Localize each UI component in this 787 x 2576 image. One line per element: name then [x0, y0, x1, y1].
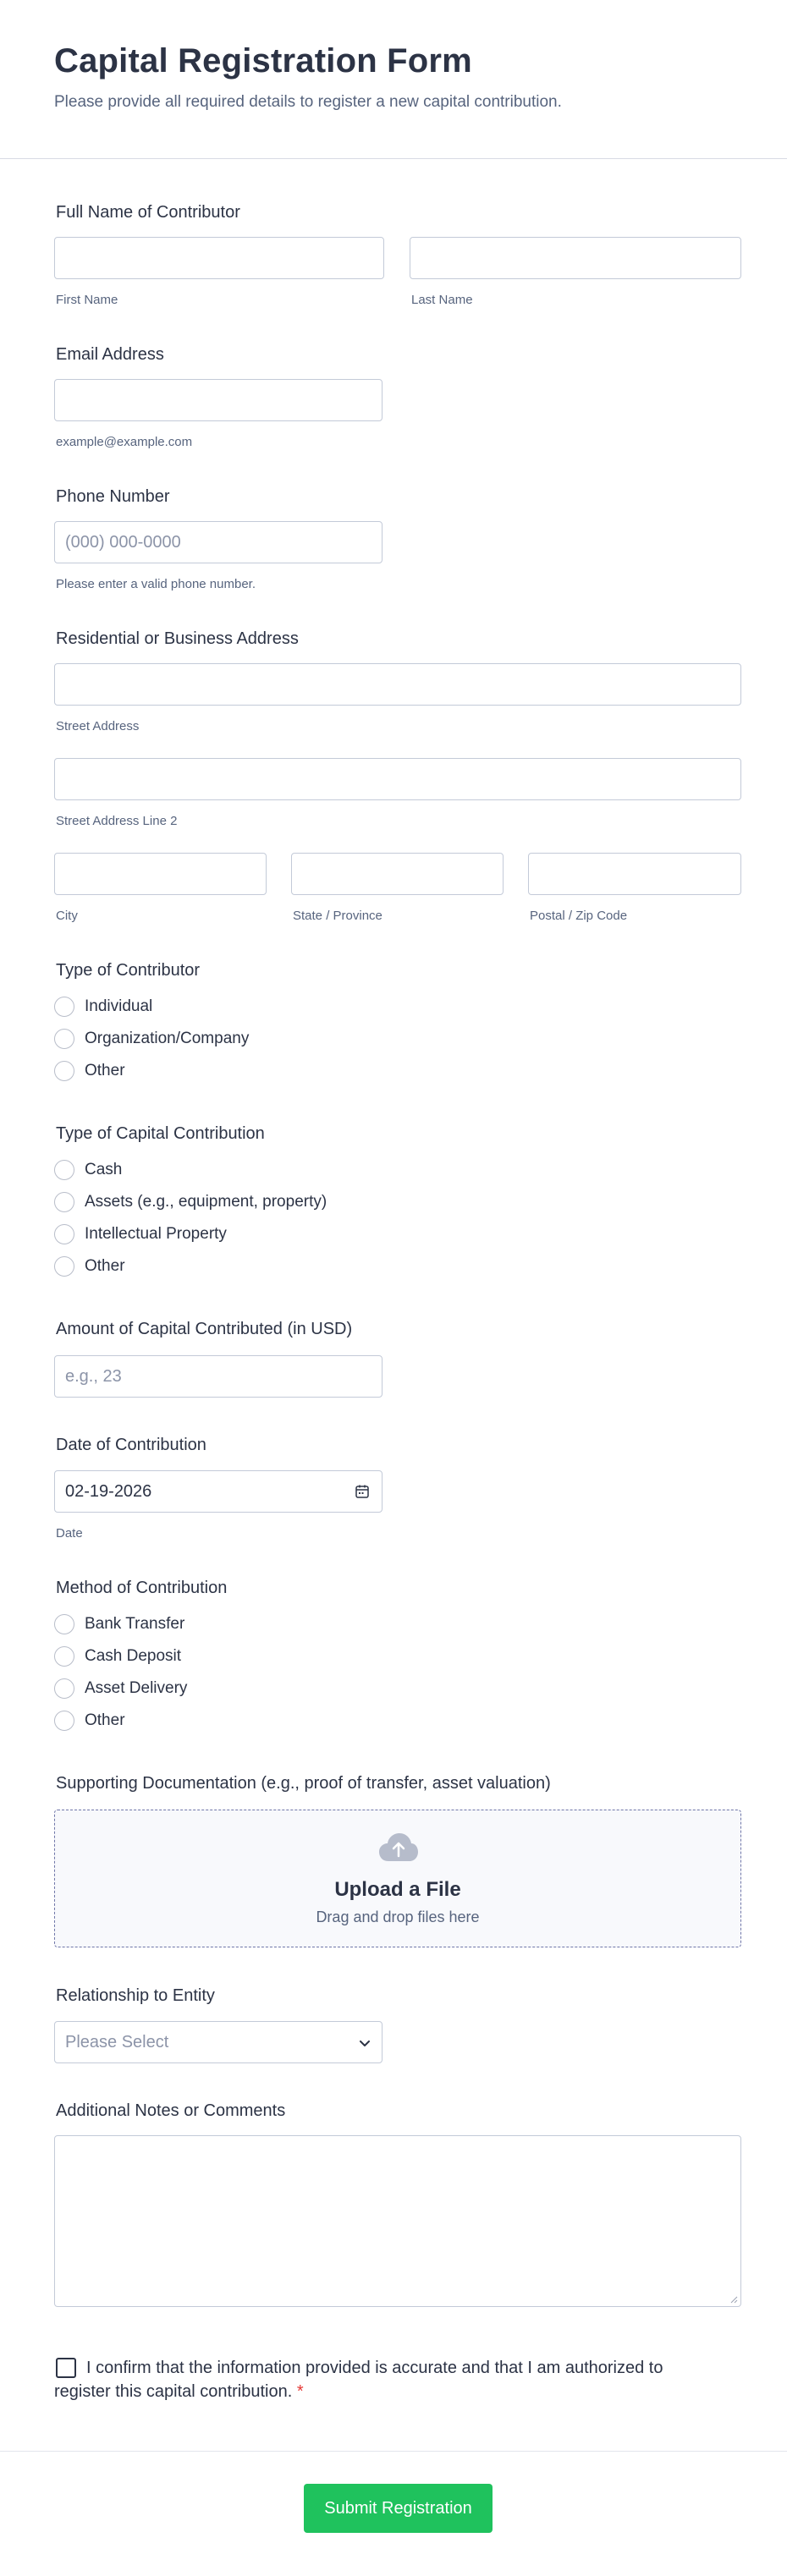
date-input[interactable] [54, 1470, 382, 1513]
radio-label: Asset Delivery [85, 1679, 188, 1697]
last-name-input[interactable] [410, 237, 741, 279]
cloud-upload-icon [377, 1831, 420, 1865]
upload-title: Upload a File [334, 1878, 461, 1901]
file-upload-dropzone[interactable] [54, 1810, 741, 1947]
radio-button[interactable] [54, 1711, 74, 1731]
radio-label: Individual [85, 997, 153, 1015]
confirm-label [54, 2356, 663, 2403]
upload-subtitle: Drag and drop files here [316, 1909, 480, 1925]
radio-option-individual[interactable] [54, 996, 152, 1018]
email-input[interactable] [54, 379, 382, 421]
select-value: Please Select [65, 2033, 169, 2051]
radio-option-organization[interactable] [54, 1028, 249, 1050]
amount-input[interactable] [54, 1355, 382, 1398]
radio-label: Cash [85, 1161, 123, 1178]
documentation-label: Supporting Documentation (e.g., proof of transfer, asset valuation) [56, 1774, 551, 1793]
required-asterisk: * [296, 2382, 304, 2401]
radio-button[interactable] [54, 997, 74, 1017]
form-header [0, 0, 787, 159]
state-input[interactable] [291, 853, 504, 895]
city-input[interactable] [54, 853, 267, 895]
radio-option-asset-delivery[interactable] [54, 1678, 187, 1700]
street-address-line2-sublabel: Street Address Line 2 [56, 814, 178, 828]
radio-label: Assets (e.g., equipment, property) [85, 1193, 327, 1211]
radio-option-intellectual-property[interactable] [54, 1223, 227, 1245]
radio-option-other-contributor[interactable] [54, 1060, 125, 1082]
full-name-label: Full Name of Contributor [56, 203, 240, 222]
calendar-icon[interactable] [355, 1484, 370, 1499]
amount-label: Amount of Capital Contributed (in USD) [56, 1320, 353, 1338]
notes-label: Additional Notes or Comments [56, 2101, 286, 2120]
radio-button[interactable] [54, 1160, 74, 1180]
radio-label: Intellectual Property [85, 1225, 227, 1243]
email-sublabel: example@example.com [56, 435, 193, 449]
email-label: Email Address [56, 345, 164, 364]
date-label: Date of Contribution [56, 1436, 206, 1454]
radio-button[interactable] [54, 1678, 74, 1699]
radio-button[interactable] [54, 1224, 74, 1244]
page-subtitle: Please provide all required details to register a new capital contribution. [54, 93, 562, 111]
radio-label: Other [85, 1062, 125, 1079]
radio-button[interactable] [54, 1646, 74, 1667]
radio-button[interactable] [54, 1614, 74, 1634]
phone-label: Phone Number [56, 487, 170, 506]
last-name-sublabel: Last Name [411, 293, 473, 307]
street-address-line2-input[interactable] [54, 758, 741, 800]
radio-option-cash[interactable] [54, 1159, 122, 1181]
radio-button[interactable] [54, 1061, 74, 1081]
state-sublabel: State / Province [293, 909, 382, 923]
city-sublabel: City [56, 909, 78, 923]
radio-label: Other [85, 1711, 125, 1729]
resize-handle-icon[interactable] [729, 2295, 738, 2304]
address-label: Residential or Business Address [56, 629, 299, 648]
zip-sublabel: Postal / Zip Code [530, 909, 628, 923]
phone-sublabel: Please enter a valid phone number. [56, 577, 256, 591]
contribution-type-label: Type of Capital Contribution [56, 1124, 265, 1143]
radio-option-assets[interactable] [54, 1191, 327, 1213]
date-sublabel: Date [56, 1526, 83, 1541]
footer-divider [0, 2451, 787, 2452]
confirm-text: I confirm that the information provided is accurate and that I am authorized to register this capital contribution. [54, 2359, 663, 2401]
radio-button[interactable] [54, 1192, 74, 1212]
contributor-type-label: Type of Contributor [56, 961, 201, 980]
radio-label: Bank Transfer [85, 1615, 185, 1633]
radio-option-cash-deposit[interactable] [54, 1645, 181, 1667]
radio-label: Cash Deposit [85, 1647, 182, 1665]
submit-button[interactable]: Submit Registration [304, 2484, 493, 2533]
date-value: 02-19-2026 [65, 1482, 152, 1501]
method-label: Method of Contribution [56, 1579, 228, 1597]
radio-option-other-contribution[interactable] [54, 1255, 125, 1277]
radio-label: Other [85, 1257, 125, 1275]
phone-input[interactable] [54, 521, 382, 563]
radio-option-other-method[interactable] [54, 1710, 125, 1732]
radio-label: Organization/Company [85, 1030, 250, 1047]
chevron-down-icon [358, 2036, 371, 2050]
notes-textarea[interactable] [54, 2135, 741, 2307]
first-name-input[interactable] [54, 237, 384, 279]
radio-option-bank-transfer[interactable] [54, 1613, 184, 1635]
first-name-sublabel: First Name [56, 293, 118, 307]
street-address-sublabel: Street Address [56, 719, 140, 733]
radio-button[interactable] [54, 1256, 74, 1277]
street-address-input[interactable] [54, 663, 741, 706]
zip-input[interactable] [528, 853, 741, 895]
page-title: Capital Registration Form [54, 42, 472, 80]
relationship-label: Relationship to Entity [56, 1986, 215, 2005]
relationship-select[interactable] [54, 2021, 382, 2063]
radio-button[interactable] [54, 1029, 74, 1049]
